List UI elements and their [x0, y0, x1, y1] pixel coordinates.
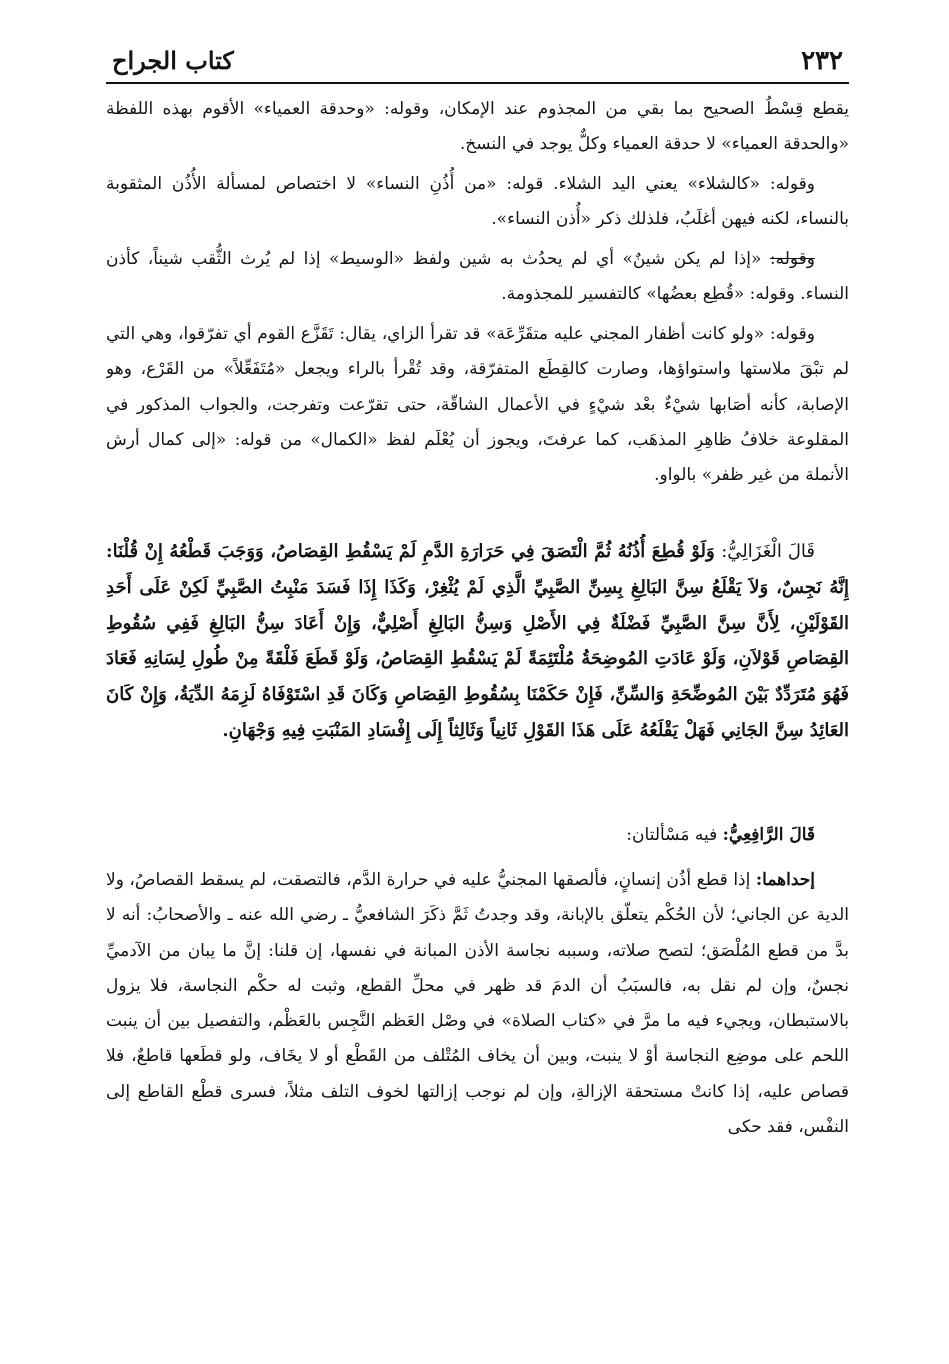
paragraph-block [106, 167, 849, 237]
paragraph-block [106, 317, 849, 529]
sharh-heading-block [106, 818, 849, 858]
matn-paragraph [106, 534, 849, 749]
sharh-heading [106, 818, 849, 853]
book-title: كتاب الجراح [112, 46, 234, 75]
paragraph [106, 242, 849, 312]
paragraph-text: «إذا لم يكن شينٌ» أي لم يحدُث به شين ولفظ «الوسيط» إذا لم يُرث الثُّقب شيناً، كأذن النساء. وقوله: «قُطِع بعضُها» كالتفسير للمجذومة. [106, 249, 849, 305]
paragraph-block [106, 92, 849, 162]
paragraph-text: إذا قطع أذُن إنسانٍ، فألصقها المجنيُّ عليه في حرارة الدَّم، فالتصقت، لم يسقط القصاصُ، ولا الدية عن الجاني؛ لأن الحُكْم يتعلّق بالإبانة، وقد وجدتُ ثَمَّ ذكَرَ الشافعيُّ ـ رضي الله عنه ـ والأصحابُ: أنه لا بدَّ من قطع المُلْصَق؛ لتصح صلاته، وسببه نجاسة الأذن المبانة في نفسها، إن قلنا: إنَّ ما يبان من الآدميِّ نجسٌ، وإن لم نقل به، فالسبَبُ أن الدمَ قد ظهر في محلِّ القطع، وثبت له حكْم النجاسة، فلا يزول بالاستبطان، ويجيء فيه ما مرَّ في «كتاب الصلاة» في وصْل العَظم النَّجِس بالعَظْم، والتفصيل بين أن ينبت اللحم على موضِع النجاسة أوْ لا ينبت، وبين أن يخاف المُتْلف من القَطْع أو لا يخَاف، ولو قطَعها قاطعٌ، فلا قصاص عليه، إذا كانتْ مستحقة الإزالةِ، وإن لم نوجب إزالتها لخوف التلف مثلاً، فسرى قطْع القاطع إلى النفْس، فقد حكى [106, 870, 849, 1138]
speaker-label: قَالَ الرَّافِعِيُّ: [722, 825, 815, 845]
page-number: ٢٣٢ [801, 46, 843, 76]
page-body [106, 84, 849, 1213]
paragraph [106, 317, 849, 493]
matn-block [106, 534, 849, 818]
speaker-label: قَالَ الْغَزَالِيُّ: [721, 541, 815, 562]
heading-text: فيه مَسْألتان: [626, 825, 723, 845]
matn-text: وَلَوْ قُطِعَ أُذُنُهُ ثُمَّ الْتَصَقَ فِي حَرَارَةِ الدَّمِ لَمْ يَسْقُطِ القِصَاصُ، وَوَجَبَ قَطْعُهُ إِنْ قُلْنَا: إِنَّهُ نَجِسٌ، وَلاَ يَقْلَعُ سِنَّ البَالِغِ بِسِنِّ الصَّبِيِّ الَّذِي لَمْ يُثْغِرْ، وَكَذَا إِذَا فَسَدَ مَنْبِتُ الصَّبِيِّ لَكِنْ عَلَى أَحَدِ القَوْلَيْنِ، لِأَنَّ سِنَّ الصَّبِيِّ فَضْلَةٌ فِي الأَصْلِ وَسِنُّ البَالِغِ أَصْلِيٌّ، وَإِنْ أَعَادَ سِنُّ البَالِغِ فَفِي سُقُوطِ القِصَاصِ قَوْلاَنِ، وَلَوْ عَادَتِ المُوضِحَةُ مُلْتَئِمَةً لَمْ يَسْقُطِ القِصَاصُ، وَلَوْ قَطَعَ فَلْقَةً مِنْ طُولِ لِسَانِهِ فَعَادَ فَهُوَ مُتَرَدِّدٌ بَيْنَ المُوضِّحَةِ وَالسِّنِّ، فَإِنْ حَكَمْنَا بِسُقُوطِ القِصَاصِ وَكَانَ قَدِ اسْتَوْفَاهُ لَزِمَهُ الدِّيَةُ، وَإِنْ كَانَ العَائِدُ سِنَّ الجَانِي فَهَلْ يَقْلَعُهُ عَلَى هَذَا القَوْلِ ثَانِياً وَثَالِثاً إِلَى إِفْسَادِ المَنْبَتِ فِيهِ وَجْهَانِ. [106, 541, 849, 741]
paragraph [106, 863, 849, 1145]
issue-label: إحداهما: [755, 870, 815, 890]
paragraph-text: وقوله: «ولو كانت أظفار المجني عليه متقَرِّعَة» قد تقرأ الزاي، يقال: تَقَزَّع القوم أي تفرّقوا، وهي التي لم تبْقَ ملاستها واستواؤها، وصارت كالقِطَع المتفرّقة، وقد تُقْرأ بالراء ويجعل «مُتَفَعِّلاً» من القَرْع، وهو الإصابة، كأنه أصَابها شيْءٌ بعْد شيْءٍ في الأعمال الشاقّة، حتى تقرّعت وتفرجت، والجواب المذكور في المقلوعة خلافُ ظاهِرِ المذهَب، كما عرفتَ، ويجوز أن يُعْلَم لفظ «الكمال» من قوله: «إلى كمال أرش الأنملة من غير ظفر» بالواو. [106, 324, 849, 486]
paragraph-block [106, 242, 849, 312]
struck-word: وقوله: [769, 249, 815, 269]
paragraph-block [106, 863, 849, 1213]
paragraph [106, 167, 849, 237]
page-header [106, 40, 849, 84]
paragraph: يقطع قِسْطُ الصحيح بما بقي من المجذوم عند الإمكان، وقوله: «وحدقة العمياء» الأقوم بهذه اللفظة «والحدقة العمياء» لا حدقة العمياء وكلٌّ يوجد في النسخ. [106, 99, 849, 155]
paragraph-text: وقوله: «كالشلاء» يعني اليد الشلاء. قوله: «من أُذُنِ النساء» لا اختصاص لمسألة الأُذُن المثقوبة بالنساء، لكنه فيهن أغلَبُ، فلذلك ذكر «أُذن النساء». [106, 174, 849, 230]
